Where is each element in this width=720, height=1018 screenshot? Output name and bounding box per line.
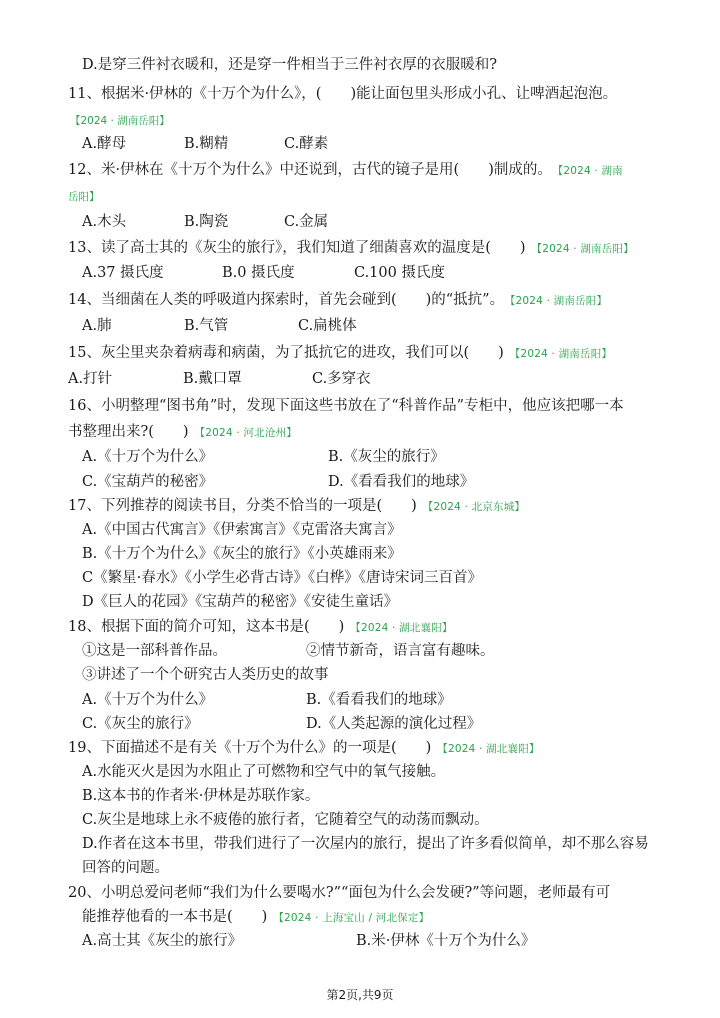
- q17-option-d: D《巨人的花园》《宝葫芦的秘密》《安徒生童话》: [82, 594, 399, 610]
- question-16-cont: 书整理出来?( ) 【2024 · 河北沧州】: [68, 424, 297, 440]
- q12-option-a: A.木头: [82, 214, 127, 230]
- q14-option-c: C.扁桃体: [298, 318, 357, 334]
- q18-option-b: B.《看看我们的地球》: [306, 692, 452, 708]
- q19-option-c: C.灰尘是地球上永不疲倦的旅行者，它随着空气的动荡而飘动。: [82, 812, 489, 828]
- q18-option-d: D.《人类起源的演化过程》: [306, 716, 482, 732]
- question-14: 14、当细菌在人类的呼吸道内探索时，首先会碰到( )的“抵抗”。 【2024 · 湖南岳阳】: [68, 292, 608, 308]
- question-12: 12、米·伊林在《十万个为什么》中还说到，古代的镜子是用( )制成的。 【2024 · 湖南: [68, 162, 623, 178]
- question-13: 13、读了高士其的《灰尘的旅行》，我们知道了细菌喜欢的温度是( ) 【2024 · 湖南岳阳】: [68, 240, 634, 256]
- q12-tag: 【2024 · 湖南: [557, 165, 623, 177]
- q17-option-c: C《繁星·春水》《小学生必背古诗》《白桦》《唐诗宋词三百首》: [82, 570, 482, 586]
- question-16: 16、小明整理“图书角”时，发现下面这些书放在了“科普作品”专柜中，他应该把哪一本: [68, 398, 624, 414]
- q11-option-c: C.酵素: [284, 136, 329, 152]
- q14-option-a: A.肺: [82, 318, 112, 334]
- q17-tag: 【2024 · 北京东城】: [422, 501, 526, 513]
- prev-option-d: D.是穿三件衬衣暖和，还是穿一件相当于三件衬衣厚的衣服暖和?: [82, 57, 497, 73]
- q14-option-b: B.气管: [184, 318, 229, 334]
- q11-tag: 【2024 · 湖南岳阳】: [70, 115, 170, 127]
- q19-option-d: D.作者在这本书里，带我们进行了一次屋内的旅行，提出了许多看似简单，却不那么容易: [82, 836, 649, 852]
- question-11: 11、根据米·伊林的《十万个为什么》，( )能让面包里头形成小孔、让啤酒起泡泡。: [68, 86, 618, 102]
- q15-tag: 【2024 · 湖南岳阳】: [509, 348, 613, 360]
- q12-tag-cont: 岳阳】: [68, 191, 100, 203]
- q18-intro-1: ①这是一部科普作品。: [82, 643, 227, 659]
- question-20: 20、小明总爱问老师“我们为什么要喝水?”“面包为什么会发硬?”等问题，老师最有可: [68, 885, 611, 901]
- q13-tag: 【2024 · 湖南岳阳】: [531, 243, 634, 255]
- q19-option-b: B.这本书的作者米·伊林是苏联作家。: [82, 788, 320, 804]
- question-20-cont: 能推荐他看的一本书是( ) 【2024 · 上海宝山 / 河北保定】: [82, 909, 430, 925]
- q13-option-b: B.0 摄氏度: [222, 265, 295, 281]
- q13-option-c: C.100 摄氏度: [354, 265, 445, 281]
- q12-option-b: B.陶瓷: [184, 214, 229, 230]
- q19-tag: 【2024 · 湖北襄阳】: [437, 743, 540, 755]
- q15-option-a: A.打针: [68, 371, 113, 387]
- q18-tag: 【2024 · 湖北襄阳】: [350, 622, 453, 634]
- q18-intro-2: ②情节新奇，语言富有趣味。: [306, 643, 495, 659]
- q11-option-a: A.酵母: [82, 136, 127, 152]
- question-17: 17、下列推荐的阅读书目，分类不恰当的一项是( ) 【2024 · 北京东城】: [68, 498, 526, 514]
- page-number: 第2页,共9页: [326, 988, 394, 1002]
- question-15: 15、灰尘里夹杂着病毒和病菌，为了抵抗它的进攻，我们可以( ) 【2024 · 湖南岳阳】: [68, 345, 613, 361]
- question-18: 18、根据下面的简介可知，这本书是( ) 【2024 · 湖北襄阳】: [68, 619, 453, 635]
- q20-option-a: A.高士其《灰尘的旅行》: [82, 933, 243, 949]
- q19-option-d-cont: 回答的问题。: [82, 860, 169, 876]
- q18-option-a: A.《十万个为什么》: [82, 692, 214, 708]
- q16-option-c: C.《宝葫芦的秘密》: [82, 474, 214, 490]
- q16-option-d: D.《看看我们的地球》: [328, 474, 475, 490]
- q14-tag: 【2024 · 湖南岳阳】: [510, 295, 608, 307]
- q19-option-a: A.水能灭火是因为水阻止了可燃物和空气中的氧气接触。: [82, 764, 446, 780]
- q16-tag: 【2024 · 河北沧州】: [194, 427, 297, 439]
- q20-option-b: B.米·伊林《十万个为什么》: [356, 933, 536, 949]
- q17-option-b: B.《十万个为什么》《灰尘的旅行》《小英雄雨来》: [82, 546, 402, 562]
- q17-option-a: A.《中国古代寓言》《伊索寓言》《克雷洛夫寓言》: [82, 522, 402, 538]
- q20-tag: 【2024 · 上海宝山 / 河北保定】: [273, 912, 430, 924]
- q15-option-b: B.戴口罩: [183, 371, 242, 387]
- q16-option-b: B.《灰尘的旅行》: [328, 449, 445, 465]
- q18-intro-3: ③讲述了一个个研究古人类历史的故事: [82, 667, 329, 683]
- q18-option-c: C.《灰尘的旅行》: [82, 716, 199, 732]
- q13-option-a: A.37 摄氏度: [82, 265, 164, 281]
- q16-option-a: A.《十万个为什么》: [82, 449, 214, 465]
- q12-option-c: C.金属: [284, 214, 329, 230]
- question-19: 19、下面描述不是有关《十万个为什么》的一项是( ) 【2024 · 湖北襄阳】: [68, 740, 540, 756]
- q11-option-b: B.糊精: [184, 136, 229, 152]
- q15-option-c: C.多穿衣: [312, 371, 371, 387]
